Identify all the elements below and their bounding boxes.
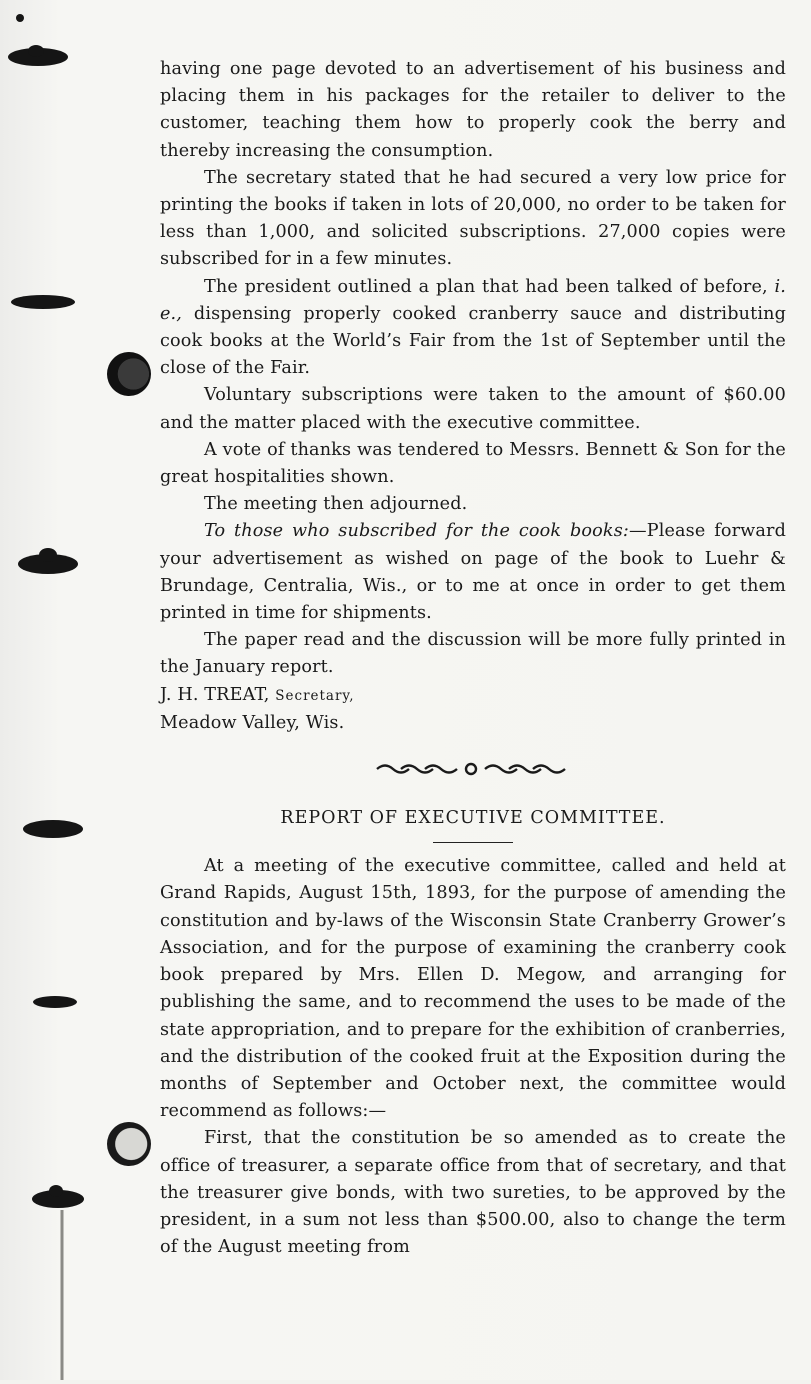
paragraph: The meeting then adjourned. <box>204 494 468 515</box>
paragraph: Voluntary subscriptions were taken to the amount of $60.00 and the matter placed with the executive committee. <box>160 385 786 433</box>
section-heading: REPORT OF EXECUTIVE COMMITTEE. <box>280 808 666 829</box>
paragraph <box>160 274 786 383</box>
paragraph: having one page devoted to an advertisement of his business and placing them in his packages for the retailer to deliver to the customer, teaching them how to properly cook the berry and thereby increasing the consumption. <box>160 59 786 161</box>
binding-hole-upper <box>107 352 151 396</box>
text-column <box>160 56 786 1261</box>
paragraph: At a meeting of the executive committee, called and held at Grand Rapids, August 15th, 1893, for the purpose of amending the constitution and by-laws of the Wisconsin State Cranberry Grower’s Association, and for the purpose of examining the cranberry cook book prepared by Mrs. Ellen D. Megow, and arranging for publishing the same, and to recommend the uses to be made of the state appropriation, and to prepare for the exhibition of cranberries, and the distribution of the cooked fruit at the Exposition during the months of September and October next, the committee would recommend as follows:— <box>160 856 786 1122</box>
paragraph: A vote of thanks was tendered to Messrs. Bennett & Son for the great hospitalities shown. <box>160 439 786 488</box>
decorative-ornament <box>160 759 786 779</box>
heading-rule <box>433 842 513 843</box>
paragraph-text: The president outlined a plan that had been talked of before, <box>204 276 768 297</box>
paragraph-text: dispensing properly cooked cranberry sauce and distributing cook books at the World’s Fair from the 1st of September until the close of the Fair. <box>160 303 786 379</box>
paragraph: First, that the constitution be so amended as to create the office of treasurer, a separate office from that of secretary, and that the treasurer give bonds, with two sureties, to be approved by the president, in a sum not less than $500.00, also to change the term of the August meeting from <box>160 1128 786 1258</box>
italic-text: To those who subscribed for the cook books: <box>204 521 629 542</box>
signature-name: J. H. TREAT, <box>160 684 270 705</box>
page-binding-edge <box>0 0 110 1380</box>
paragraph <box>160 518 786 627</box>
signature-title: Secretary, <box>275 687 355 704</box>
paragraph: The secretary stated that he had secured a very low price for printing the books if taken in lots of 20,000, no order to be taken for less than 1,000, and solicited subscriptions. 27,000 copies were subscribed for in a few minutes. <box>160 167 786 270</box>
binding-stitches <box>0 0 110 1380</box>
committee-report <box>160 853 786 1261</box>
ornament-icon <box>373 761 573 777</box>
binding-hole-lower <box>107 1122 151 1166</box>
signature-place: Meadow Valley, Wis. <box>160 712 345 733</box>
paragraph: The paper read and the discussion will be more fully printed in the January report. <box>160 630 786 678</box>
signature-line <box>160 682 786 710</box>
paragraph-text: —Please forward your advertisement as wished on page of the book to Luehr & Brundage, Centralia, Wis., or to me at once in order to get them printed in time for shipments. <box>160 521 787 624</box>
italic-text: i. e., <box>160 276 786 324</box>
